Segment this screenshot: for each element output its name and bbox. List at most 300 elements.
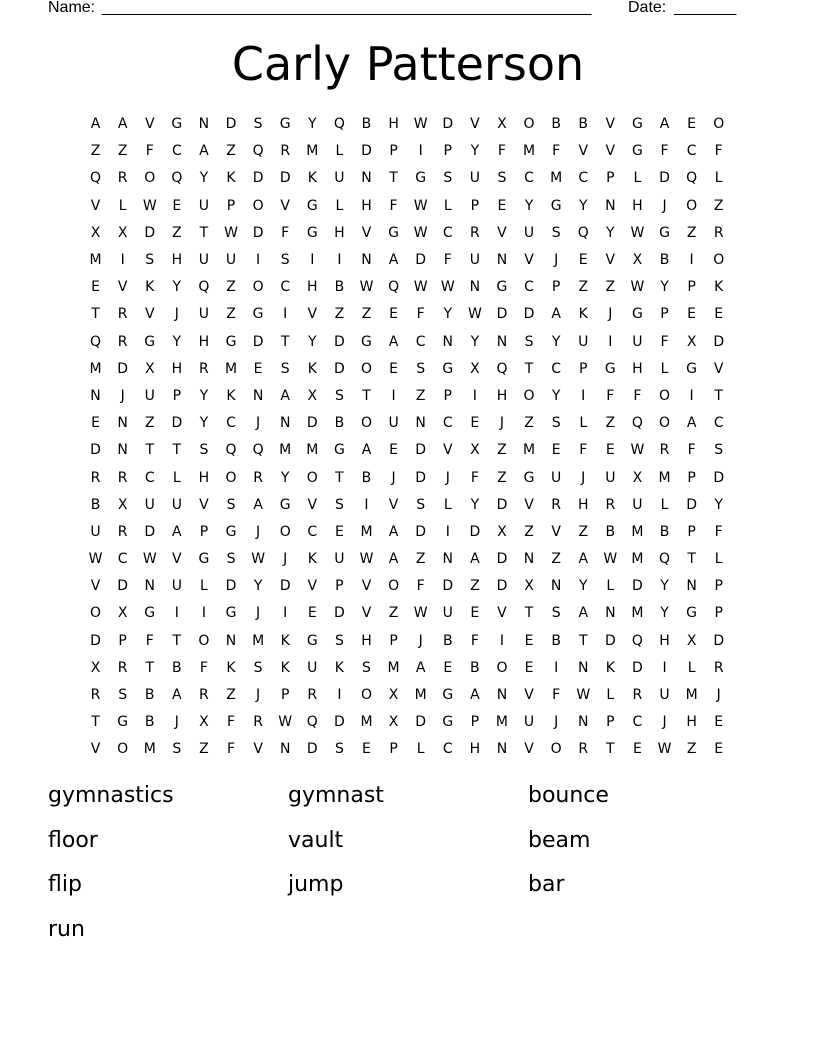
grid-letter: W: [603, 551, 618, 568]
grid-letter: C: [551, 360, 562, 377]
grid-letter: C: [686, 143, 697, 160]
grid-letter: W: [251, 551, 266, 568]
grid-letter: D: [252, 224, 264, 241]
grid-letter: E: [389, 360, 398, 377]
grid-letter: U: [632, 496, 643, 513]
grid-letter: G: [225, 605, 237, 622]
grid-letter: D: [252, 170, 264, 187]
grid-letter: P: [551, 279, 561, 296]
grid-letter: B: [361, 469, 372, 486]
grid-letter: W: [142, 197, 157, 214]
grid-row: [82, 329, 733, 356]
grid-letter: U: [442, 605, 453, 622]
grid-letter: M: [387, 659, 400, 676]
grid-letter: M: [685, 687, 698, 704]
grid-letter: V: [497, 605, 507, 622]
grid-letter: A: [388, 551, 399, 568]
grid-letter: Z: [199, 741, 209, 758]
grid-letter: V: [578, 143, 589, 160]
grid-letter: G: [550, 197, 562, 214]
grid-letter: B: [144, 687, 155, 704]
grid-letter: N: [117, 415, 128, 432]
grid-letter: D: [415, 523, 427, 540]
grid-letter: U: [334, 170, 345, 187]
grid-letter: R: [253, 469, 263, 486]
grid-letter: X: [388, 714, 399, 731]
grid-letter: W: [88, 551, 103, 568]
grid-row: [82, 437, 733, 464]
grid-letter: D: [279, 170, 291, 187]
grid-letter: Q: [306, 714, 318, 731]
grid-letter: G: [361, 333, 372, 350]
grid-letter: T: [524, 605, 534, 622]
grid-row: [82, 111, 733, 138]
grid-letter: U: [198, 197, 210, 214]
grid-letter: F: [660, 143, 669, 160]
grid-letter: M: [143, 741, 156, 758]
grid-row: [82, 193, 733, 220]
grid-letter: A: [388, 523, 399, 540]
grid-letter: D: [659, 170, 670, 187]
grid-letter: O: [523, 387, 535, 404]
grid-row: [82, 546, 733, 573]
grid-letter: J: [174, 306, 179, 323]
grid-letter: A: [117, 116, 128, 133]
grid-letter: P: [714, 605, 723, 622]
grid-letter: O: [225, 469, 237, 486]
grid-letter: S: [226, 551, 236, 568]
word-list-item: bounce: [528, 783, 609, 808]
word-list-item: bar: [528, 872, 565, 897]
grid-letter: U: [90, 523, 101, 540]
grid-letter: A: [172, 687, 182, 704]
grid-letter: O: [252, 197, 264, 214]
grid-letter: N: [279, 415, 291, 432]
grid-letter: D: [713, 333, 725, 350]
grid-letter: D: [415, 442, 427, 459]
grid-letter: D: [713, 469, 725, 486]
grid-letter: E: [334, 523, 344, 540]
grid-letter: G: [686, 605, 698, 622]
grid-letter: K: [145, 279, 155, 296]
grid-letter: T: [280, 333, 290, 350]
grid-letter: R: [578, 741, 589, 758]
grid-letter: G: [279, 116, 291, 133]
grid-letter: Z: [686, 741, 697, 758]
grid-letter: U: [144, 496, 155, 513]
grid-letter: Z: [172, 224, 182, 241]
grid-letter: N: [442, 551, 453, 568]
grid-letter: W: [576, 687, 591, 704]
grid-letter: E: [470, 415, 480, 432]
grid-letter: P: [606, 170, 615, 187]
grid-letter: R: [117, 306, 128, 323]
grid-letter: M: [631, 551, 644, 568]
grid-letter: I: [418, 143, 423, 160]
grid-letter: V: [361, 605, 372, 622]
grid-letter: V: [90, 578, 101, 595]
grid-letter: F: [552, 687, 561, 704]
grid-letter: O: [550, 741, 562, 758]
grid-letter: O: [713, 252, 725, 269]
grid-letter: X: [307, 387, 318, 404]
grid-letter: N: [686, 578, 697, 595]
grid-letter: X: [90, 659, 101, 676]
grid-letter: U: [578, 333, 589, 350]
grid-letter: Y: [172, 279, 182, 296]
grid-letter: Z: [226, 279, 236, 296]
grid-letter: X: [388, 687, 399, 704]
grid-letter: Y: [280, 469, 290, 486]
grid-letter: D: [90, 632, 101, 649]
grid-letter: L: [687, 659, 696, 676]
grid-letter: W: [657, 741, 672, 758]
grid-row: [82, 356, 733, 383]
grid-letter: S: [253, 116, 263, 133]
grid-letter: Q: [198, 279, 210, 296]
grid-letter: A: [578, 605, 589, 622]
grid-letter: H: [334, 224, 345, 241]
grid-letter: E: [470, 605, 480, 622]
grid-letter: P: [335, 578, 344, 595]
grid-letter: Y: [660, 605, 669, 622]
grid-letter: D: [144, 224, 156, 241]
grid-letter: E: [497, 197, 507, 214]
grid-letter: T: [91, 714, 100, 731]
word-list-item: vault: [288, 827, 344, 853]
grid-letter: G: [442, 714, 454, 731]
grid-letter: P: [687, 523, 696, 540]
grid-letter: I: [391, 387, 396, 404]
grid-letter: F: [389, 197, 398, 214]
grid-letter: V: [605, 116, 616, 133]
grid-letter: J: [662, 197, 667, 214]
grid-letter: B: [334, 279, 345, 296]
grid-letter: I: [689, 252, 694, 269]
grid-letter: Q: [631, 415, 643, 432]
grid-letter: O: [360, 360, 372, 377]
grid-letter: E: [443, 659, 453, 676]
grid-letter: E: [362, 741, 371, 758]
grid-letter: L: [714, 551, 723, 568]
grid-letter: Z: [605, 415, 616, 432]
grid-letter: Q: [333, 116, 345, 133]
grid-row: [82, 492, 733, 519]
grid-letter: W: [413, 279, 428, 296]
grid-letter: S: [334, 632, 344, 649]
grid-letter: V: [524, 741, 534, 758]
grid-letter: Q: [631, 632, 643, 649]
grid-letter: B: [551, 632, 561, 649]
grid-letter: J: [391, 469, 396, 486]
grid-letter: F: [633, 387, 642, 404]
grid-letter: M: [550, 170, 563, 187]
grid-letter: U: [171, 496, 182, 513]
grid-letter: I: [283, 306, 288, 323]
grid-letter: E: [605, 442, 615, 459]
grid-row: [82, 736, 733, 763]
grid-letter: D: [117, 578, 129, 595]
grid-letter: N: [279, 741, 291, 758]
grid-letter: Z: [524, 523, 534, 540]
grid-letter: M: [523, 143, 536, 160]
grid-letter: T: [578, 632, 588, 649]
grid-letter: Z: [415, 387, 426, 404]
grid-letter: G: [306, 197, 318, 214]
grid-letter: G: [279, 496, 291, 513]
grid-letter: K: [714, 279, 724, 296]
grid-letter: T: [172, 632, 182, 649]
grid-letter: H: [632, 360, 643, 377]
grid-letter: E: [714, 306, 724, 323]
grid-letter: H: [361, 197, 372, 214]
date-blank-line: _______: [674, 0, 737, 16]
grid-letter: S: [551, 415, 561, 432]
grid-letter: Y: [199, 415, 209, 432]
grid-letter: C: [578, 170, 589, 187]
grid-letter: S: [362, 659, 371, 676]
grid-letter: Z: [226, 143, 236, 160]
grid-letter: S: [714, 442, 724, 459]
grid-letter: A: [551, 306, 561, 323]
grid-row: [82, 600, 733, 627]
grid-letter: N: [198, 116, 210, 133]
grid-letter: N: [469, 279, 481, 296]
grid-letter: H: [577, 496, 589, 513]
grid-letter: I: [174, 605, 179, 622]
grid-letter: P: [118, 632, 127, 649]
grid-letter: P: [714, 578, 723, 595]
grid-letter: L: [579, 415, 588, 432]
grid-letter: J: [174, 714, 179, 731]
grid-letter: C: [632, 714, 643, 731]
grid-letter: Z: [144, 415, 155, 432]
grid-letter: G: [631, 306, 643, 323]
grid-letter: K: [280, 659, 290, 676]
grid-letter: D: [415, 469, 427, 486]
grid-row: [82, 247, 733, 274]
grid-letter: I: [662, 659, 667, 676]
grid-letter: C: [713, 415, 724, 432]
grid-letter: R: [632, 687, 643, 704]
grid-letter: C: [524, 170, 534, 187]
grid-letter: D: [415, 252, 427, 269]
grid-letter: L: [172, 469, 181, 486]
grid-letter: S: [172, 741, 182, 758]
grid-letter: D: [496, 551, 508, 568]
grid-letter: W: [413, 605, 428, 622]
grid-letter: G: [144, 333, 156, 350]
grid-letter: X: [497, 116, 507, 133]
grid-letter: P: [389, 632, 398, 649]
grid-letter: T: [199, 224, 209, 241]
grid-letter: P: [606, 714, 615, 731]
grid-letter: Z: [415, 551, 426, 568]
grid-letter: D: [415, 714, 427, 731]
grid-letter: Z: [605, 279, 616, 296]
grid-letter: Z: [497, 442, 507, 459]
grid-letter: J: [554, 714, 559, 731]
grid-letter: H: [171, 360, 183, 377]
grid-letter: Y: [470, 333, 480, 350]
grid-letter: U: [171, 578, 182, 595]
grid-letter: O: [659, 415, 671, 432]
grid-letter: J: [581, 469, 586, 486]
grid-letter: H: [388, 116, 399, 133]
grid-letter: J: [256, 605, 261, 622]
grid-letter: J: [499, 415, 505, 432]
grid-letter: E: [714, 714, 724, 731]
grid-letter: H: [496, 387, 508, 404]
grid-letter: G: [686, 360, 698, 377]
grid-letter: R: [117, 170, 128, 187]
grid-letter: B: [334, 415, 345, 432]
grid-row: [82, 165, 733, 192]
grid-letter: X: [470, 360, 480, 377]
grid-letter: S: [280, 252, 290, 269]
grid-letter: C: [226, 415, 236, 432]
grid-letter: B: [659, 252, 670, 269]
grid-letter: J: [445, 469, 450, 486]
grid-letter: O: [198, 632, 210, 649]
grid-letter: D: [442, 116, 454, 133]
grid-letter: M: [523, 442, 536, 459]
grid-letter: O: [306, 469, 318, 486]
grid-letter: Q: [388, 279, 400, 296]
grid-letter: O: [686, 197, 698, 214]
grid-letter: W: [278, 714, 293, 731]
word-list-item: gymnastics: [48, 783, 174, 808]
grid-letter: G: [306, 224, 318, 241]
grid-row: [82, 274, 733, 301]
grid-letter: D: [361, 143, 372, 160]
grid-letter: D: [90, 442, 101, 459]
grid-row: [82, 301, 733, 328]
grid-letter: W: [142, 551, 157, 568]
grid-letter: V: [470, 116, 480, 133]
grid-letter: A: [199, 143, 209, 160]
grid-letter: Y: [578, 197, 588, 214]
grid-letter: D: [496, 496, 508, 513]
grid-letter: F: [145, 143, 154, 160]
grid-letter: V: [713, 360, 724, 377]
grid-letter: Q: [659, 551, 671, 568]
grid-letter: G: [252, 306, 264, 323]
grid-letter: R: [90, 469, 101, 486]
grid-letter: A: [388, 252, 399, 269]
grid-letter: Q: [496, 360, 508, 377]
grid-letter: E: [632, 741, 642, 758]
grid-letter: L: [443, 197, 452, 214]
grid-letter: D: [632, 578, 643, 595]
grid-letter: F: [714, 523, 723, 540]
grid-letter: E: [389, 306, 398, 323]
grid-letter: O: [117, 741, 129, 758]
grid-letter: D: [496, 578, 508, 595]
grid-letter: U: [659, 687, 670, 704]
grid-letter: N: [361, 252, 372, 269]
grid-letter: W: [413, 224, 428, 241]
grid-letter: H: [686, 714, 697, 731]
grid-letter: A: [686, 415, 697, 432]
grid-letter: H: [632, 197, 643, 214]
grid-letter: N: [415, 415, 426, 432]
grid-letter: C: [524, 279, 534, 296]
grid-letter: S: [334, 387, 344, 404]
grid-letter: H: [469, 741, 481, 758]
grid-letter: E: [714, 741, 724, 758]
grid-letter: Z: [578, 523, 589, 540]
grid-letter: N: [550, 578, 562, 595]
grid-letter: Y: [606, 224, 615, 241]
grid-letter: D: [144, 523, 156, 540]
grid-letter: K: [226, 387, 236, 404]
grid-letter: N: [496, 252, 508, 269]
grid-letter: J: [608, 306, 613, 323]
grid-letter: N: [577, 659, 589, 676]
grid-letter: G: [198, 551, 210, 568]
grid-letter: K: [578, 306, 588, 323]
grid-letter: E: [253, 360, 263, 377]
grid-letter: X: [470, 442, 480, 459]
grid-letter: L: [335, 143, 344, 160]
grid-letter: S: [199, 442, 209, 459]
grid-letter: Y: [578, 578, 588, 595]
grid-letter: C: [171, 143, 182, 160]
grid-letter: M: [224, 360, 238, 377]
grid-letter: S: [416, 360, 426, 377]
grid-letter: Q: [171, 170, 183, 187]
grid-letter: F: [497, 143, 506, 160]
grid-letter: F: [226, 714, 236, 731]
grid-letter: E: [389, 442, 398, 459]
grid-letter: N: [496, 741, 508, 758]
grid-letter: T: [389, 170, 398, 187]
grid-letter: G: [496, 279, 508, 296]
word-list-item: gymnast: [288, 783, 384, 808]
grid-letter: Q: [252, 442, 264, 459]
grid-letter: M: [631, 523, 644, 540]
grid-letter: H: [198, 333, 210, 350]
grid-letter: X: [524, 578, 534, 595]
grid-letter: F: [470, 469, 479, 486]
grid-letter: W: [630, 279, 645, 296]
grid-letter: V: [307, 496, 318, 513]
grid-letter: Z: [117, 143, 128, 160]
grid-letter: R: [90, 687, 101, 704]
grid-letter: X: [632, 469, 643, 486]
grid-letter: R: [117, 523, 128, 540]
grid-letter: Y: [470, 143, 480, 160]
grid-letter: L: [660, 360, 669, 377]
grid-letter: U: [523, 714, 535, 731]
grid-letter: V: [605, 252, 616, 269]
grid-letter: S: [416, 496, 426, 513]
grid-letter: U: [307, 659, 318, 676]
grid-letter: N: [496, 687, 508, 704]
grid-letter: F: [714, 143, 723, 160]
grid-letter: H: [361, 632, 372, 649]
grid-letter: C: [117, 551, 128, 568]
grid-row: [82, 383, 733, 410]
name-label: Name:: [48, 0, 96, 16]
grid-letter: D: [523, 306, 535, 323]
grid-letter: Z: [226, 687, 236, 704]
grid-letter: G: [225, 333, 237, 350]
grid-row: [82, 682, 733, 709]
grid-letter: G: [659, 224, 670, 241]
grid-letter: F: [199, 659, 208, 676]
